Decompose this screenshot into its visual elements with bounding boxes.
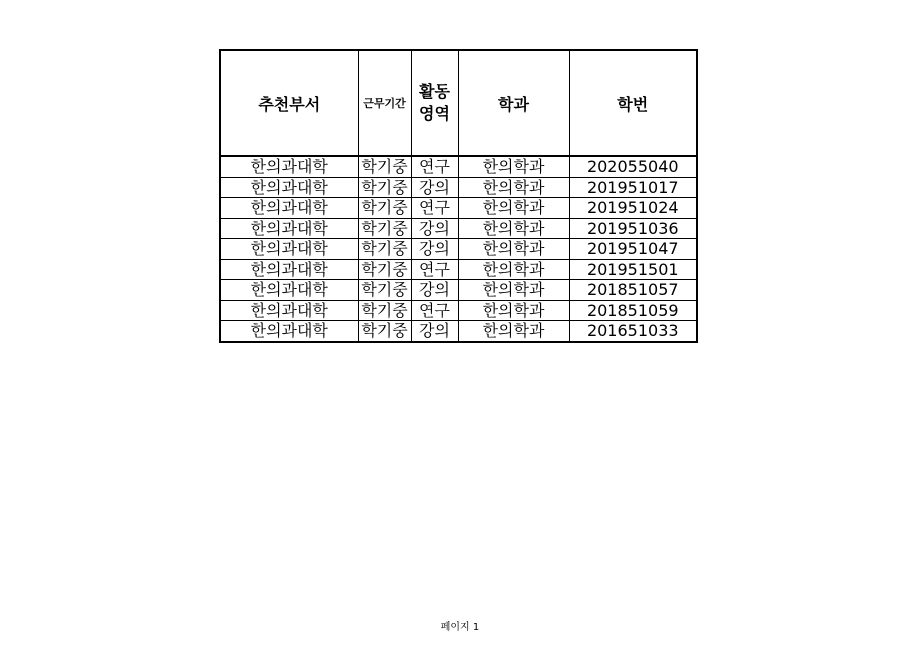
cell-area: 강의 bbox=[411, 218, 458, 239]
cell-dept: 한의과대학 bbox=[220, 218, 358, 239]
cell-dept: 한의과대학 bbox=[220, 198, 358, 219]
table-row bbox=[220, 218, 697, 239]
cell-student-id: 201951501 bbox=[569, 259, 697, 280]
cell-student-id: 201851059 bbox=[569, 300, 697, 321]
cell-student-id: 201951036 bbox=[569, 218, 697, 239]
cell-period: 학기중 bbox=[358, 156, 411, 177]
cell-student-id: 201951024 bbox=[569, 198, 697, 219]
header-area-line2: 영역 bbox=[419, 104, 450, 123]
cell-area: 강의 bbox=[411, 177, 458, 198]
cell-dept: 한의과대학 bbox=[220, 259, 358, 280]
cell-area: 강의 bbox=[411, 321, 458, 342]
cell-period: 학기중 bbox=[358, 259, 411, 280]
page-number: 페이지 1 bbox=[440, 622, 480, 633]
cell-period: 학기중 bbox=[358, 198, 411, 219]
table-row bbox=[220, 156, 697, 177]
table-row bbox=[220, 259, 697, 280]
cell-major: 한의학과 bbox=[458, 321, 569, 342]
cell-major: 한의학과 bbox=[458, 177, 569, 198]
cell-period: 학기중 bbox=[358, 177, 411, 198]
cell-major: 한의학과 bbox=[458, 239, 569, 260]
table-row bbox=[220, 198, 697, 219]
table-row bbox=[220, 177, 697, 198]
header-row bbox=[220, 50, 697, 156]
header-period: 근무기간 bbox=[358, 50, 411, 156]
header-student-id: 학번 bbox=[569, 50, 697, 156]
cell-student-id: 201651033 bbox=[569, 321, 697, 342]
cell-dept: 한의과대학 bbox=[220, 300, 358, 321]
cell-dept: 한의과대학 bbox=[220, 321, 358, 342]
cell-student-id: 202055040 bbox=[569, 156, 697, 177]
cell-major: 한의학과 bbox=[458, 300, 569, 321]
header-major: 학과 bbox=[458, 50, 569, 156]
header-area bbox=[411, 50, 458, 156]
cell-area: 연구 bbox=[411, 198, 458, 219]
table-header bbox=[220, 50, 697, 156]
student-table bbox=[219, 49, 698, 343]
cell-dept: 한의과대학 bbox=[220, 177, 358, 198]
cell-area: 연구 bbox=[411, 259, 458, 280]
cell-area: 강의 bbox=[411, 280, 458, 301]
cell-period: 학기중 bbox=[358, 300, 411, 321]
cell-period: 학기중 bbox=[358, 218, 411, 239]
table-row bbox=[220, 300, 697, 321]
cell-period: 학기중 bbox=[358, 239, 411, 260]
cell-period: 학기중 bbox=[358, 321, 411, 342]
cell-period: 학기중 bbox=[358, 280, 411, 301]
cell-student-id: 201851057 bbox=[569, 280, 697, 301]
table-row bbox=[220, 280, 697, 301]
cell-major: 한의학과 bbox=[458, 156, 569, 177]
cell-student-id: 201951017 bbox=[569, 177, 697, 198]
cell-major: 한의학과 bbox=[458, 280, 569, 301]
cell-dept: 한의과대학 bbox=[220, 239, 358, 260]
cell-area: 연구 bbox=[411, 300, 458, 321]
table-row bbox=[220, 321, 697, 342]
table-row bbox=[220, 239, 697, 260]
cell-area: 연구 bbox=[411, 156, 458, 177]
cell-major: 한의학과 bbox=[458, 198, 569, 219]
cell-major: 한의학과 bbox=[458, 259, 569, 280]
header-dept: 추천부서 bbox=[220, 50, 358, 156]
cell-major: 한의학과 bbox=[458, 218, 569, 239]
header-area-line1: 활동 bbox=[419, 82, 450, 101]
cell-dept: 한의과대학 bbox=[220, 280, 358, 301]
cell-dept: 한의과대학 bbox=[220, 156, 358, 177]
cell-area: 강의 bbox=[411, 239, 458, 260]
table-body bbox=[220, 156, 697, 342]
cell-student-id: 201951047 bbox=[569, 239, 697, 260]
